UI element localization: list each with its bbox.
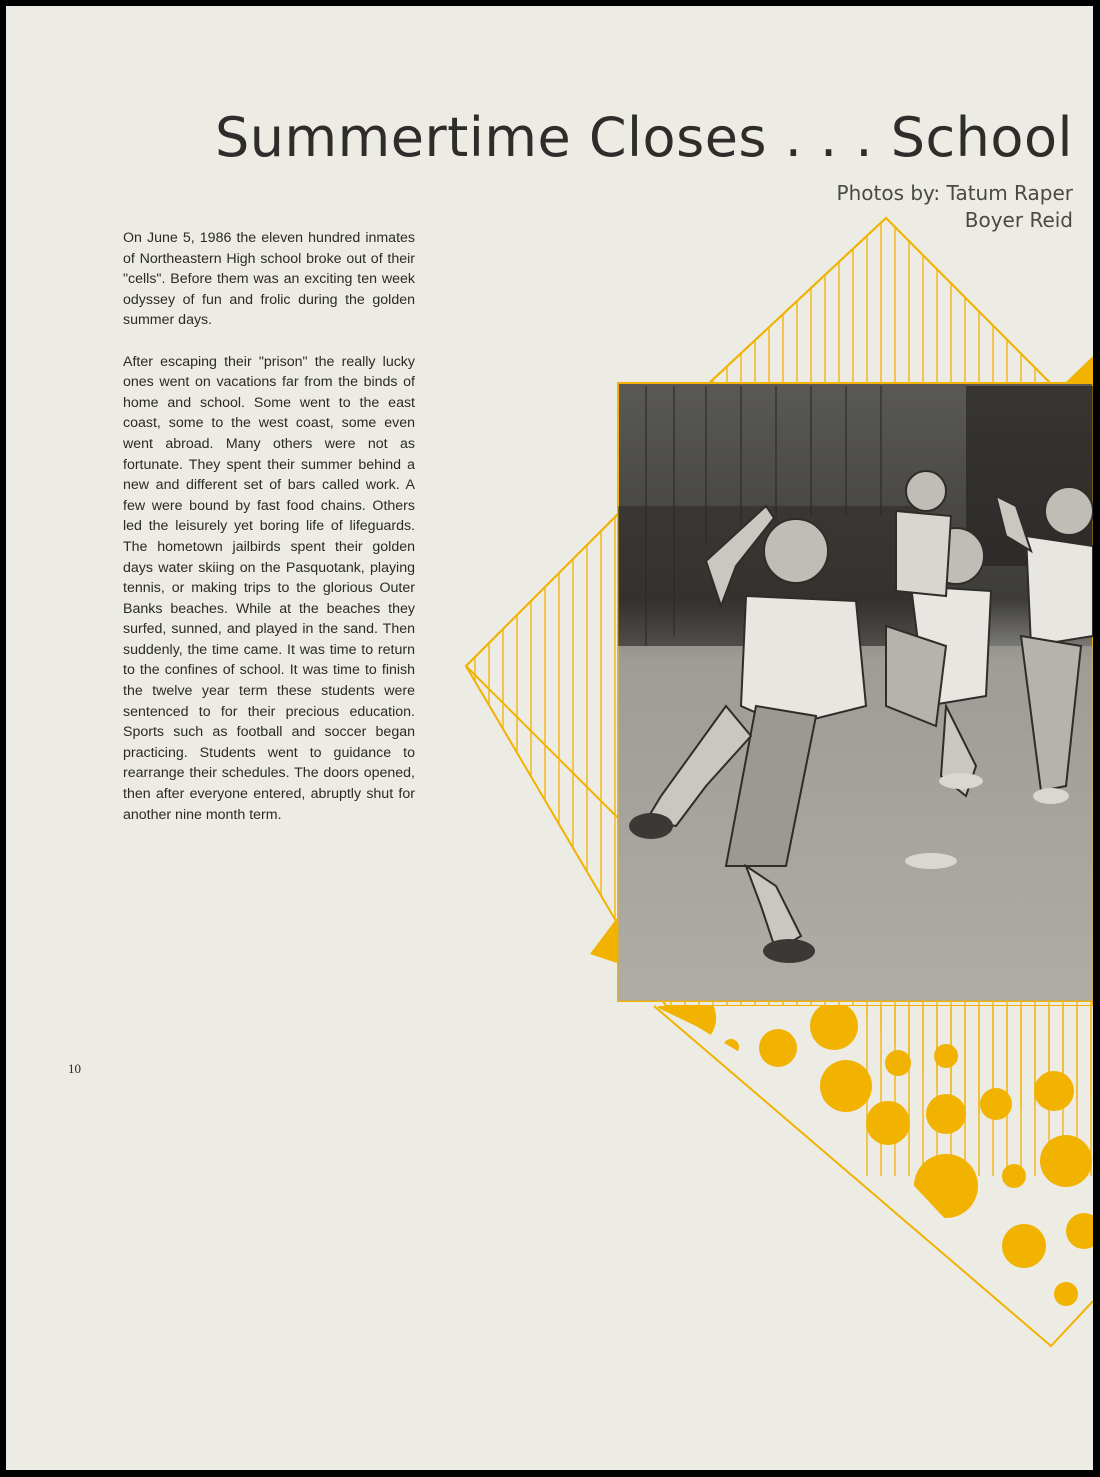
photo-credit-line-1: Photos by: Tatum Raper <box>836 181 1073 205</box>
article-paragraph: On June 5, 1986 the eleven hundred inmates of Northeastern High school broke out of their "cells". Before them was an exciting ten week odyssey of fun and frolic during the golden summer days. <box>123 230 415 329</box>
photo-credit-line-2: Boyer Reid <box>964 208 1073 232</box>
article-body <box>123 228 415 846</box>
yellow-wedge-left <box>590 914 620 964</box>
article-paragraph: After escaping their "prison" the really lucky ones went on vacations far from the binds of home and school. Some went to the east coast, some to the west coast, some even went abroad. Many others were not as fortunate. They spent their summer behind a new and different set of bars called work. A few were bound by fast food chains. Others led the leisurely yet boring life of lifeguards. The hometown jailbirds spent their golden days water skiing on the Pasquotank, playing tennis, or making trips to the glorious Outer Banks beaches. While at the beaches they surfed, sunned, and played in the sand. Then suddenly, the time came. It was time to return to the confines of school. It was time to finish the twelve year term these students were sentenced to for their precious education. Sports such as football and soccer began practicing. Students went to guidance to rearrange their schedules. The doors opened, then after everyone entered, abruptly shut for another nine month term. <box>123 353 415 823</box>
page-number: 10 <box>68 1061 81 1076</box>
yearbook-page <box>6 6 1093 1470</box>
photo-credits <box>837 180 1073 234</box>
yellow-corner-top <box>1064 356 1093 384</box>
photo-students-kicking <box>618 383 1093 1001</box>
page-title: Summertime Closes . . . School <box>215 106 1073 169</box>
